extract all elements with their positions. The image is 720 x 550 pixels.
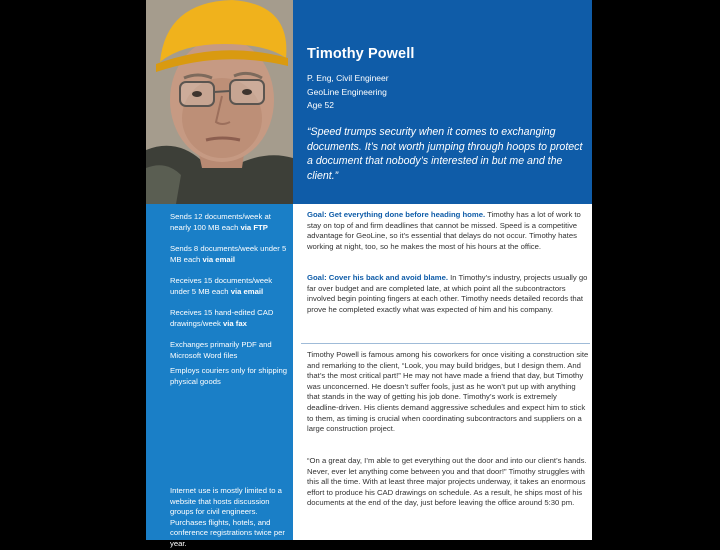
portrait-illustration xyxy=(146,0,293,204)
goal-text: Timothy has a lot of work to stay on top of and firm deadlines that cannot be missed. Speed is a competitive advantage for GeoLine, so it’s essential that delays do not occur. Timothy hates working at night, too, so he makes the most of his hours at the office. xyxy=(307,210,581,251)
usage-fact: Receives 15 hand-edited CAD drawings/week via fax xyxy=(170,308,274,328)
goal-paragraph xyxy=(307,273,590,315)
persona-header-panel xyxy=(293,0,592,204)
usage-fact: Sends 12 documents/week at nearly 100 MB each via FTP xyxy=(170,212,271,232)
goal-paragraph xyxy=(307,210,590,252)
persona-job-title: P. Eng, Civil Engineer xyxy=(307,73,389,83)
persona-quote: “Speed trumps security when it comes to exchanging documents. It’s not worth jumping through hoops to protect a document that nobody’s interested in but me and the client.” xyxy=(307,126,583,182)
persona-body xyxy=(293,204,592,540)
usage-fact: Employs couriers only for shipping physical goods xyxy=(170,366,288,386)
persona-header xyxy=(146,0,592,204)
goal-label: Goal: Get everything done before heading home. xyxy=(307,210,486,219)
persona-age: Age 52 xyxy=(307,100,334,110)
usage-fact: Exchanges primarily PDF and Microsoft Word files xyxy=(170,340,272,360)
usage-sidebar xyxy=(146,204,293,548)
goal-label: Goal: Cover his back and avoid blame. xyxy=(307,273,448,282)
narrative-paragraph: “On a great day, I’m able to get everything out the door and into our client’s hands. Never, ever let anything come between you and that door!” Timothy struggles with this all the time. With at least three major projects underway, it takes an enormous effort to produce his CAD drawings on schedule. As a result, he ships most of his documents at the end of the day, just before leaving the office around 5:30 pm. xyxy=(307,456,587,508)
persona-name: Timothy Powell xyxy=(307,46,415,62)
persona-details xyxy=(307,72,577,113)
persona-sheet xyxy=(146,0,592,548)
persona-company: GeoLine Engineering xyxy=(307,86,387,97)
usage-fact: Receives 15 documents/week under 5 MB each via email xyxy=(170,276,273,296)
persona-photo xyxy=(146,0,293,204)
usage-fact: Sends 8 documents/week under 5 MB each via email xyxy=(170,244,287,264)
internet-use-note: Internet use is mostly limited to a website that hosts discussion groups for civil engineers. Purchases flights, hotels, and conference registrations twice per year. xyxy=(170,486,285,548)
narrative-paragraph: Timothy Powell is famous among his coworkers for once visiting a construction site and remarking to the client, “Look, you may build bridges, but I design them. And that’s the most critical part!” He may not have made a friend that day, but Timothy was unconcerned. He doesn’t suffer fools, just as he won’t put up with anything that stands in the way of getting his job done. Timothy’s work is extremely deadline-driven. His clients demand aggressive schedules and expect him to stick to them, as timing is crucial when coordinating subcontractors and suppliers on a large construction project. xyxy=(307,350,589,434)
goal-text: In Timothy’s industry, projects usually go far over budget and are completed late, at which point all the subcontractors involved begin pointing fingers at each other. Timothy needs detailed records that prove he completed exactly what was expected of him and his company. xyxy=(307,273,588,314)
section-divider xyxy=(301,343,590,344)
